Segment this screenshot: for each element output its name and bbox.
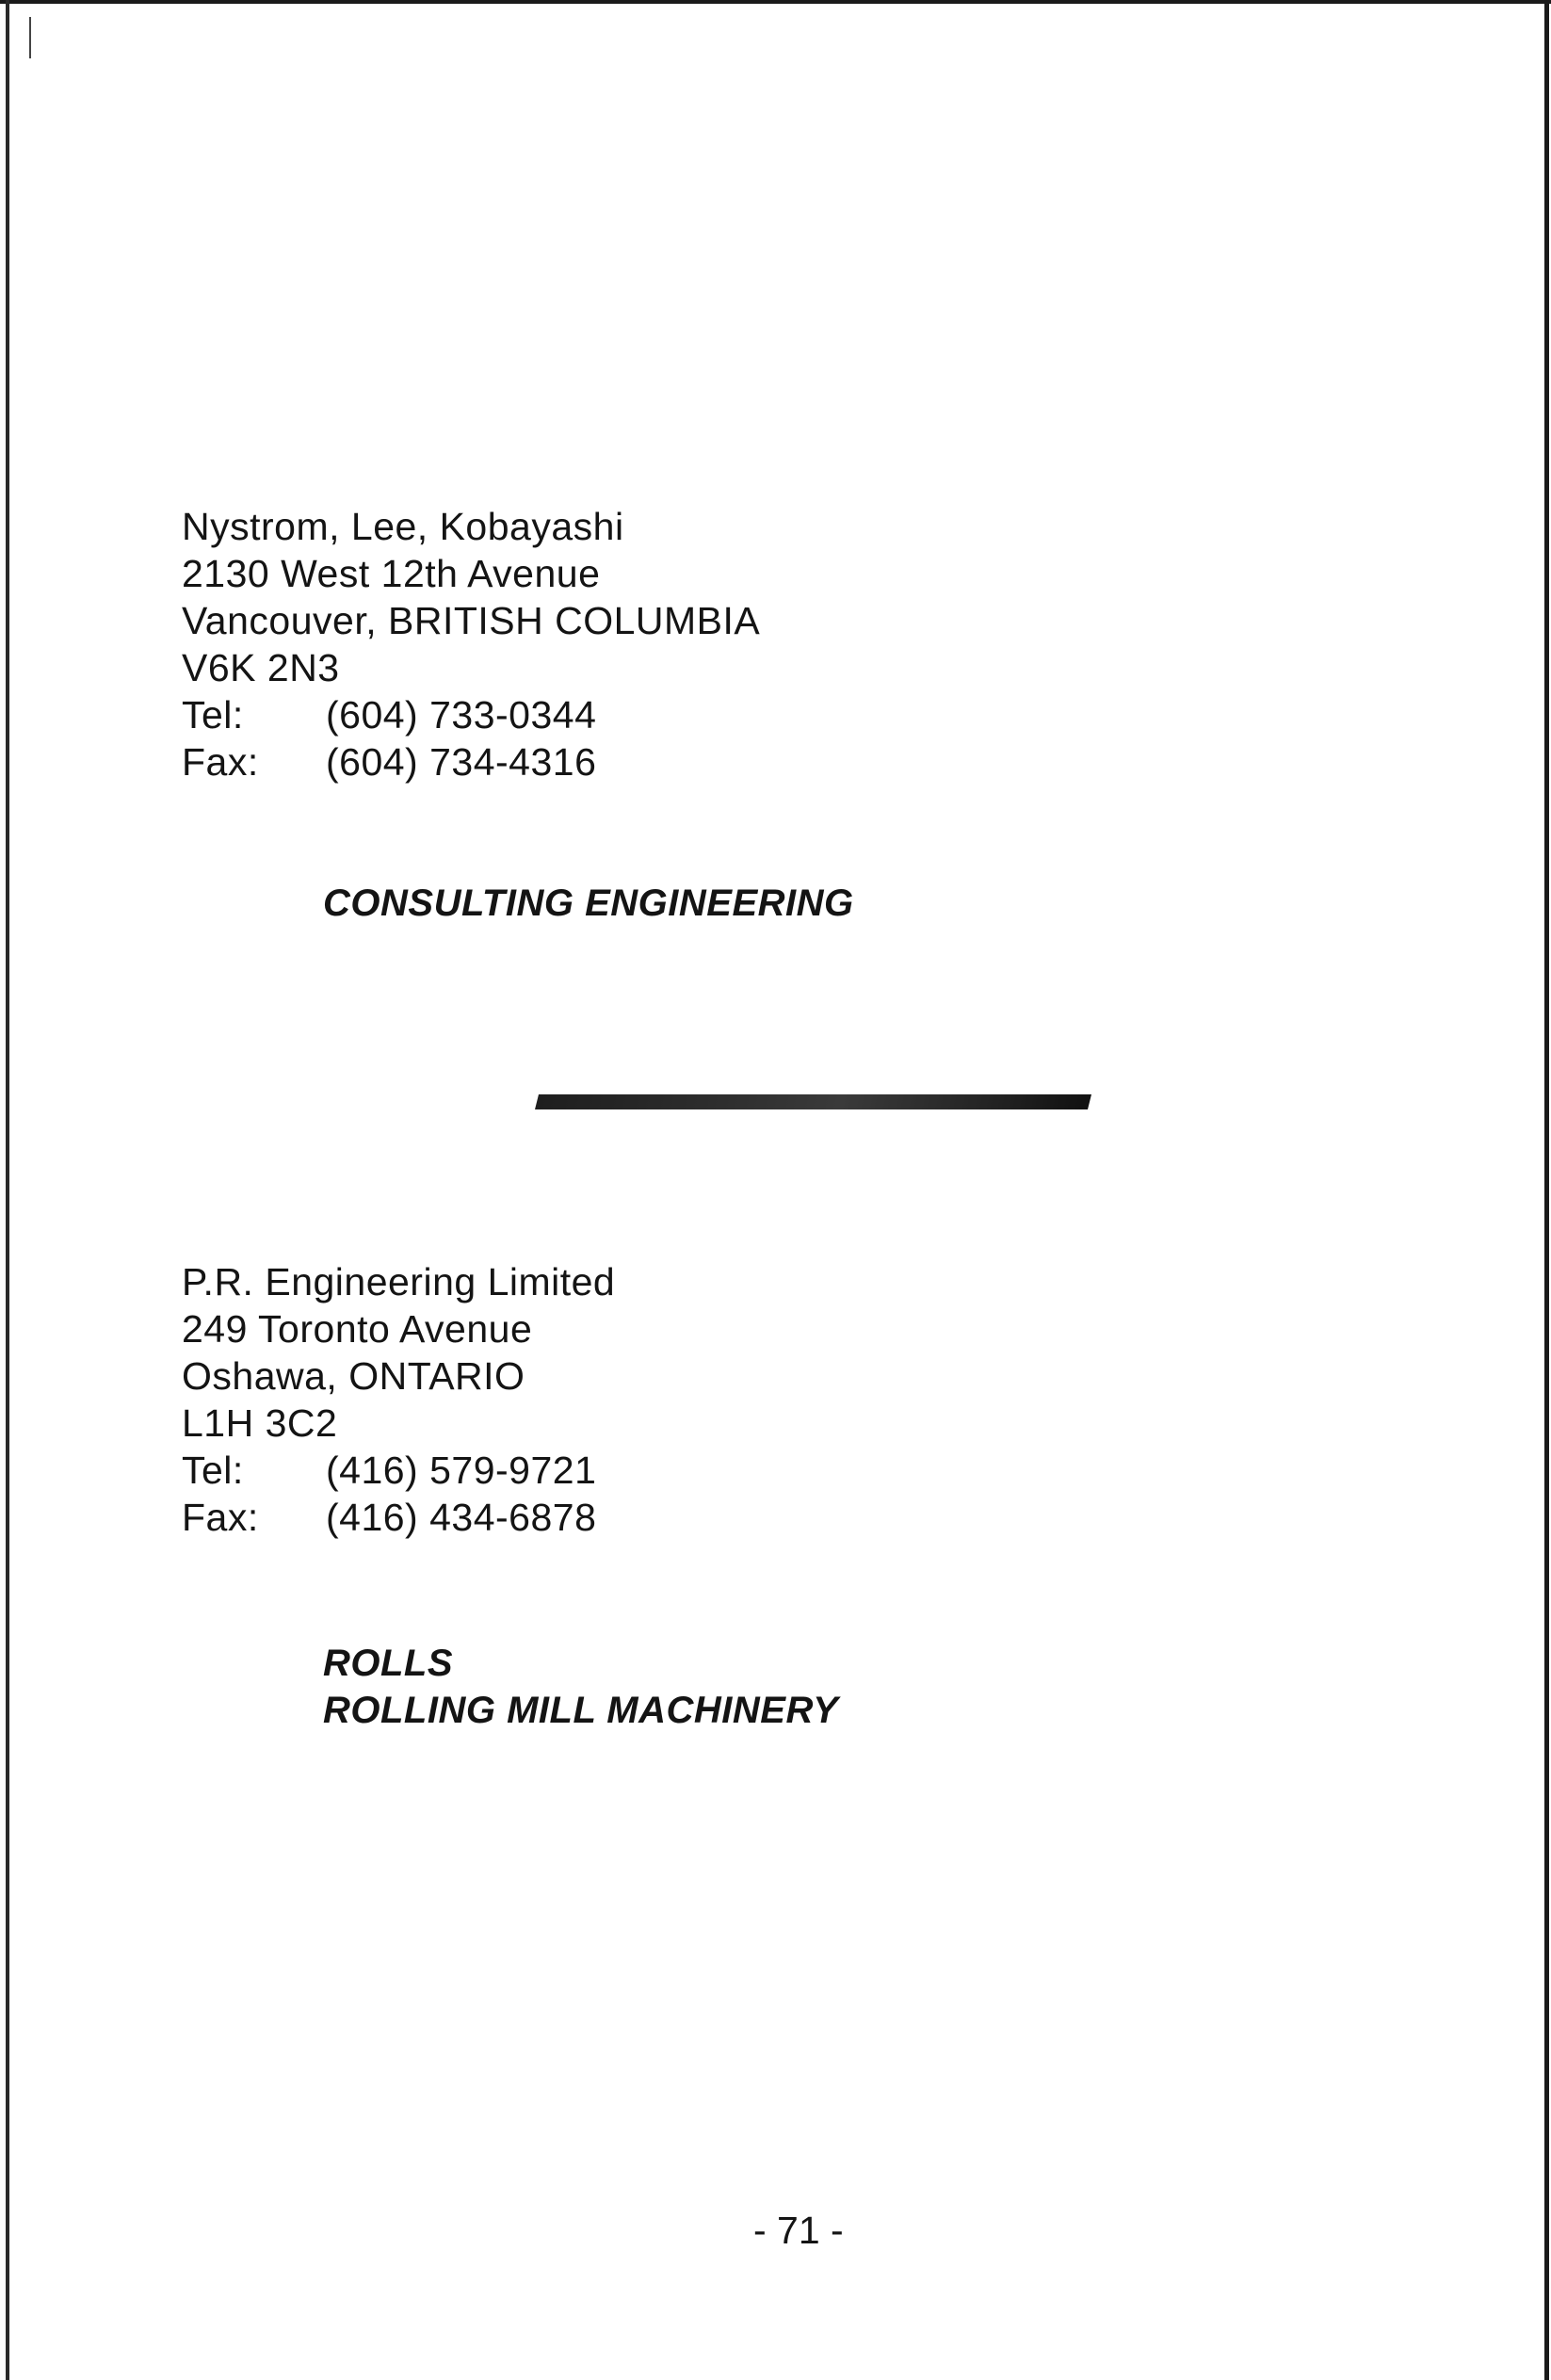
category-list: [323, 1640, 838, 1734]
category-item: CONSULTING ENGINEERING: [323, 882, 854, 924]
category-list: [323, 880, 854, 927]
fax-number: (604) 734-4316: [326, 740, 597, 784]
scan-mark: [29, 17, 31, 58]
company-name: P.R. Engineering Limited: [182, 1260, 616, 1303]
postal-code: V6K 2N3: [182, 646, 340, 689]
section-divider: [535, 1094, 1091, 1109]
category-item: ROLLING MILL MACHINERY: [323, 1690, 839, 1731]
telephone-row: [182, 691, 760, 738]
scan-edge-right: [1544, 0, 1549, 2380]
postal-code: L1H 3C2: [182, 1401, 338, 1445]
telephone-row: [182, 1447, 615, 1494]
scan-edge-top: [0, 0, 1551, 4]
company-name: Nystrom, Lee, Kobayashi: [182, 505, 624, 548]
street-address: 2130 West 12th Avenue: [182, 552, 601, 595]
telephone-number: (416) 579-9721: [326, 1449, 597, 1492]
telephone-label: Tel:: [182, 1449, 244, 1492]
city-province: Oshawa, ONTARIO: [182, 1354, 525, 1398]
category-item: ROLLS: [323, 1643, 454, 1684]
street-address: 249 Toronto Avenue: [182, 1307, 533, 1351]
telephone-number: (604) 733-0344: [326, 693, 597, 737]
fax-label: Fax:: [182, 740, 259, 784]
page-number: - 71 -: [753, 2209, 844, 2252]
fax-row: [182, 1494, 615, 1541]
company-listing: [182, 503, 760, 785]
scan-edge-left: [6, 0, 9, 2380]
company-listing: [182, 1258, 615, 1541]
fax-label: Fax:: [182, 1496, 259, 1539]
city-province: Vancouver, BRITISH COLUMBIA: [182, 599, 761, 642]
fax-number: (416) 434-6878: [326, 1496, 597, 1539]
telephone-label: Tel:: [182, 693, 244, 737]
fax-row: [182, 738, 760, 785]
